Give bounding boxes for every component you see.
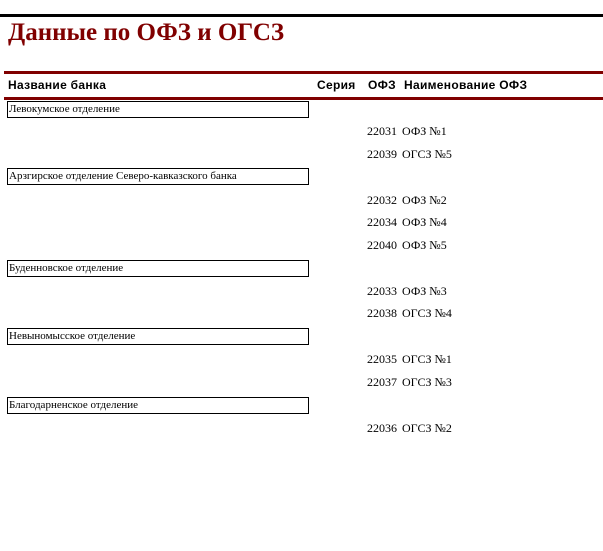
bond-code: 22038 xyxy=(367,306,397,320)
bond-code: 22035 xyxy=(367,352,397,366)
header-rule-bottom xyxy=(4,97,603,100)
bond-name: ОГСЗ №2 xyxy=(402,421,452,435)
top-rule xyxy=(0,14,603,17)
bond-name: ОФЗ №1 xyxy=(402,124,447,138)
column-header-ofz: ОФЗ xyxy=(368,78,396,92)
bond-name: ОГСЗ №4 xyxy=(402,306,452,320)
bond-name: ОФЗ №4 xyxy=(402,215,447,229)
bond-code: 22040 xyxy=(367,238,397,252)
bank-name: Буденновское отделение xyxy=(7,260,309,277)
column-header-ofz-name: Наименование ОФЗ xyxy=(404,78,528,92)
bond-name: ОФЗ №3 xyxy=(402,284,447,298)
bond-name: ОГСЗ №1 xyxy=(402,352,452,366)
report-title: Данные по ОФЗ и ОГСЗ xyxy=(8,19,285,46)
bank-name: Арзгирское отделение Северо-кавказского банка xyxy=(7,168,309,185)
header-rule-top xyxy=(4,71,603,74)
bank-name: Невыномысское отделение xyxy=(7,328,309,345)
column-header-bank: Название банка xyxy=(8,78,107,92)
bond-code: 22036 xyxy=(367,421,397,435)
bond-name: ОФЗ №2 xyxy=(402,193,447,207)
bond-code: 22037 xyxy=(367,375,397,389)
bond-code: 22034 xyxy=(367,215,397,229)
bond-code: 22039 xyxy=(367,147,397,161)
bond-name: ОГСЗ №5 xyxy=(402,147,452,161)
bank-name: Благодарненское отделение xyxy=(7,397,309,414)
column-header-series: Серия xyxy=(317,78,356,92)
bank-name: Левокумское отделение xyxy=(7,101,309,118)
bond-name: ОФЗ №5 xyxy=(402,238,447,252)
bond-code: 22031 xyxy=(367,124,397,138)
bond-name: ОГСЗ №3 xyxy=(402,375,452,389)
bond-code: 22033 xyxy=(367,284,397,298)
bond-code: 22032 xyxy=(367,193,397,207)
